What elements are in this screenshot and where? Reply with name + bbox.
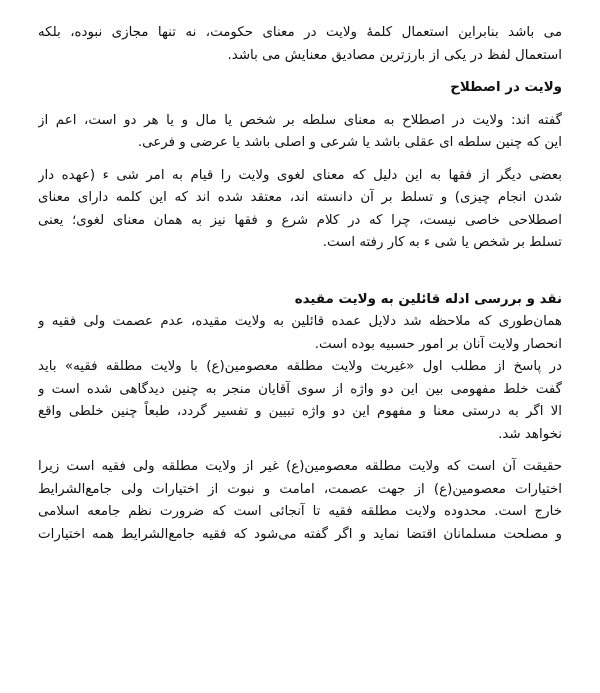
text-line: حقیقت آن است که ولایت مطلقه معصومین(ع) غیر از ولایت مطلقه ولی فقیه است زیرا — [38, 459, 562, 474]
text-line: و مصلحت مسلمانان اقتضا نماید و اگر گفته می‌شود که فقیه جامع‌الشرایط همه اختیارات — [38, 526, 562, 542]
text-line: می باشد بنابراین استعمال کلمهٔ ولایت در معنای حکومت، نه تنها مجازی نبوده، بلکه — [38, 25, 562, 40]
text-line: اصطلاحی خاصی نیست، چرا که در کلام شرع و فقها نیز به همان معنای لغوی؛ یعنی — [38, 212, 562, 228]
text-line: اختیارات معصومین(ع) از جهت عصمت، امامت و نبوت از اختیارات ولی جامع‌الشرایط — [38, 481, 562, 497]
text-line: تسلط بر شخص یا شی ء به کار رفته است. — [322, 235, 562, 250]
paragraph-hokumat — [38, 22, 562, 67]
text-line: بعضی دیگر از فقها به این دلیل که معنای لغوی ولایت را قیام به امر شی ء (عهده دار — [38, 167, 562, 183]
text-line: این که چنین سلطه ای عقلی باشد یا شرعی و اصلی باشد یا عرضی و فرعی. — [137, 135, 562, 150]
text-line: در پاسخ از مطلب اول «غیریت ولایت مطلقه معصومین(ع) با ولایت مطلقه فقیه» باید — [38, 359, 562, 374]
text-line: خارج است. محدوده ولایت مطلقه فقیه تا آنجائی است که ضرورت نظم جامعه اسلامی — [38, 504, 562, 519]
paragraph-pasokh — [38, 356, 562, 446]
paragraph-dalayel — [38, 311, 562, 356]
text-line: همان‌طوری که ملاحظه شد دلایل عمده قائلین به ولایت مقیده، عدم عصمت ولی فقیه و — [38, 314, 562, 329]
text-line: نخواهد شد. — [498, 426, 562, 442]
text-line: گفت خلط مفهومی بین این دو واژه از سوی آقایان منجر به چنین دیدگاهی شده است و — [38, 381, 562, 397]
text-line: گفته اند: ولایت در اصطلاح به معنای سلطه بر شخص یا مال و یا هر دو است، اعم از — [38, 112, 562, 128]
text-line: شدن انجام چیزی) و تسلط بر آن دانسته اند، معتقد شده اند که این کلمه دارای معنای — [38, 190, 562, 205]
heading-naqd-va-barresi: نقد و بررسی ادله قائلین به ولایت مقیده — [294, 291, 562, 307]
paragraph-haqiqat — [38, 456, 562, 546]
text-line: انحصار ولایت آنان بر امور حسبیه بوده است. — [314, 336, 562, 352]
text-line: استعمال لفظ در یکی از بارزترین مصادیق معنایش می باشد. — [227, 47, 562, 63]
paragraph-definition — [38, 110, 562, 155]
paragraph-fuqaha — [38, 165, 562, 255]
heading-velayat-dar-estelah: ولایت در اصطلاح — [450, 80, 562, 95]
text-line: الا اگر به درستی معنا و مفهوم این دو واژه تبیین و تفسیر گردد، طبعاً چنین خلطی واقع — [38, 404, 562, 419]
